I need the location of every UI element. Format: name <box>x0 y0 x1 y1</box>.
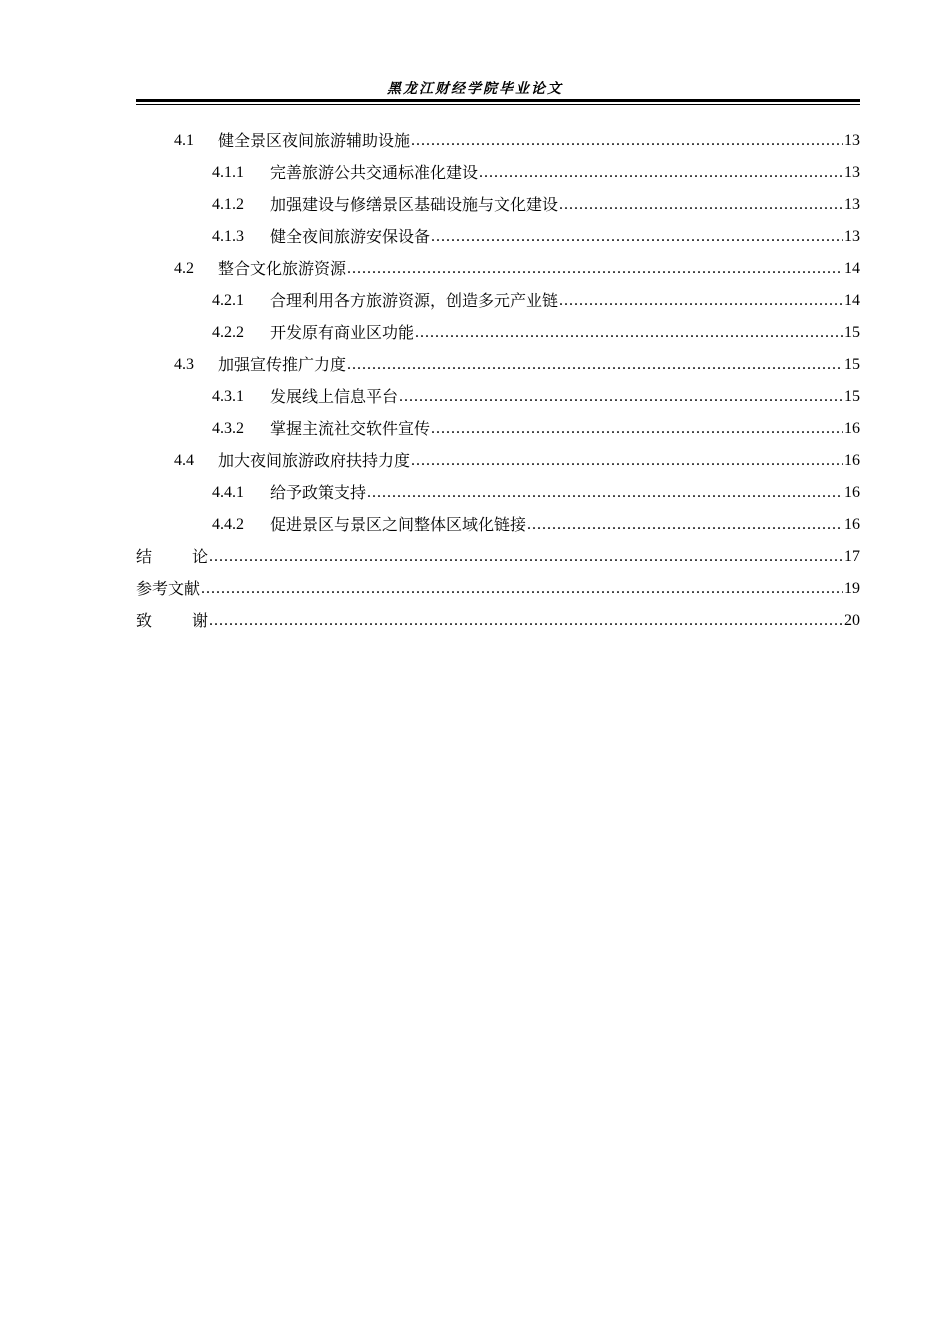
toc-dot-leader <box>431 418 843 440</box>
toc-entry-number: 4.4 <box>174 452 194 469</box>
table-of-contents <box>136 120 860 632</box>
toc-entry-number: 4.2.2 <box>212 324 244 341</box>
toc-entry-title: 加强建设与修缮景区基础设施与文化建设 <box>270 195 559 214</box>
toc-entry-4-1-2[interactable] <box>136 184 860 216</box>
toc-dot-leader <box>527 514 843 536</box>
toc-entry-title: 给予政策支持 <box>270 483 367 502</box>
toc-entry-number: 4.1.2 <box>212 196 244 213</box>
toc-entry-page: 13 <box>844 228 860 245</box>
toc-entry-page: 19 <box>844 580 860 597</box>
toc-entry-references[interactable] <box>136 568 860 600</box>
toc-dot-leader <box>479 162 843 184</box>
toc-entry-title: 开发原有商业区功能 <box>270 323 415 342</box>
toc-entry-page: 13 <box>844 196 860 213</box>
toc-dot-leader <box>411 130 843 152</box>
toc-entry-4-3-2[interactable] <box>136 408 860 440</box>
toc-entry-number: 4.1.3 <box>212 228 244 245</box>
toc-entry-4-3[interactable] <box>136 344 860 376</box>
toc-dot-leader <box>347 258 843 280</box>
toc-dot-leader <box>347 354 843 376</box>
toc-entry-4-4-2[interactable] <box>136 504 860 536</box>
toc-dot-leader <box>559 290 843 312</box>
toc-entry-title: 掌握主流社交软件宣传 <box>270 419 431 438</box>
toc-entry-page: 17 <box>844 548 860 565</box>
toc-entry-page: 20 <box>844 612 860 629</box>
toc-entry-page: 13 <box>844 132 860 149</box>
toc-entry-4-2-1[interactable] <box>136 280 860 312</box>
toc-dot-leader <box>201 578 843 600</box>
toc-dot-leader <box>209 610 843 632</box>
toc-entry-4-3-1[interactable] <box>136 376 860 408</box>
toc-entry-conclusion[interactable] <box>136 536 860 568</box>
toc-entry-title: 健全夜间旅游安保设备 <box>270 227 431 246</box>
toc-entry-number: 4.4.1 <box>212 484 244 501</box>
toc-entry-page: 16 <box>844 452 860 469</box>
toc-entry-title: 加大夜间旅游政府扶持力度 <box>218 451 411 470</box>
toc-entry-title: 合理利用各方旅游资源，创造多元产业链 <box>270 291 559 310</box>
toc-entry-page: 15 <box>844 324 860 341</box>
toc-entry-4-4[interactable] <box>136 440 860 472</box>
toc-entry-4-2-2[interactable] <box>136 312 860 344</box>
toc-entry-title: 发展线上信息平台 <box>270 387 399 406</box>
toc-entry-4-4-1[interactable] <box>136 472 860 504</box>
toc-entry-4-1-1[interactable] <box>136 152 860 184</box>
header-divider-thin <box>136 104 860 105</box>
toc-dot-leader <box>209 546 843 568</box>
toc-entry-page: 13 <box>844 164 860 181</box>
toc-entry-4-1-3[interactable] <box>136 216 860 248</box>
toc-entry-4-2[interactable] <box>136 248 860 280</box>
toc-entry-page: 15 <box>844 356 860 373</box>
header-divider-thick <box>136 99 860 102</box>
toc-entry-number: 4.4.2 <box>212 516 244 533</box>
toc-dot-leader <box>411 450 843 472</box>
toc-entry-number: 4.3.1 <box>212 388 244 405</box>
toc-entry-page: 14 <box>844 260 860 277</box>
toc-entry-number: 4.2 <box>174 260 194 277</box>
toc-entry-4-1[interactable] <box>136 120 860 152</box>
toc-entry-number: 4.3.2 <box>212 420 244 437</box>
toc-entry-title: 致谢 <box>136 611 249 630</box>
toc-entry-title: 促进景区与景区之间整体区域化链接 <box>270 515 527 534</box>
toc-entry-page: 16 <box>844 420 860 437</box>
toc-entry-title: 加强宣传推广力度 <box>218 355 347 374</box>
page-header-title: 黑龙江财经学院毕业论文 <box>387 81 563 97</box>
toc-entry-title: 整合文化旅游资源 <box>218 259 347 278</box>
toc-dot-leader <box>399 386 843 408</box>
toc-entry-title: 完善旅游公共交通标准化建设 <box>270 163 479 182</box>
toc-dot-leader <box>431 226 843 248</box>
toc-entry-page: 16 <box>844 484 860 501</box>
toc-dot-leader <box>367 482 843 504</box>
toc-entry-number: 4.1 <box>174 132 194 149</box>
toc-entry-page: 16 <box>844 516 860 533</box>
toc-entry-acknowledgements[interactable] <box>136 600 860 632</box>
toc-dot-leader <box>559 194 843 216</box>
toc-dot-leader <box>415 322 843 344</box>
toc-entry-number: 4.3 <box>174 356 194 373</box>
toc-entry-number: 4.1.1 <box>212 164 244 181</box>
toc-entry-page: 15 <box>844 388 860 405</box>
toc-entry-number: 4.2.1 <box>212 292 244 309</box>
toc-entry-title: 结论 <box>136 547 249 566</box>
toc-entry-title: 健全景区夜间旅游辅助设施 <box>218 131 411 150</box>
toc-entry-page: 14 <box>844 292 860 309</box>
toc-entry-title: 参考文献 <box>136 579 201 598</box>
